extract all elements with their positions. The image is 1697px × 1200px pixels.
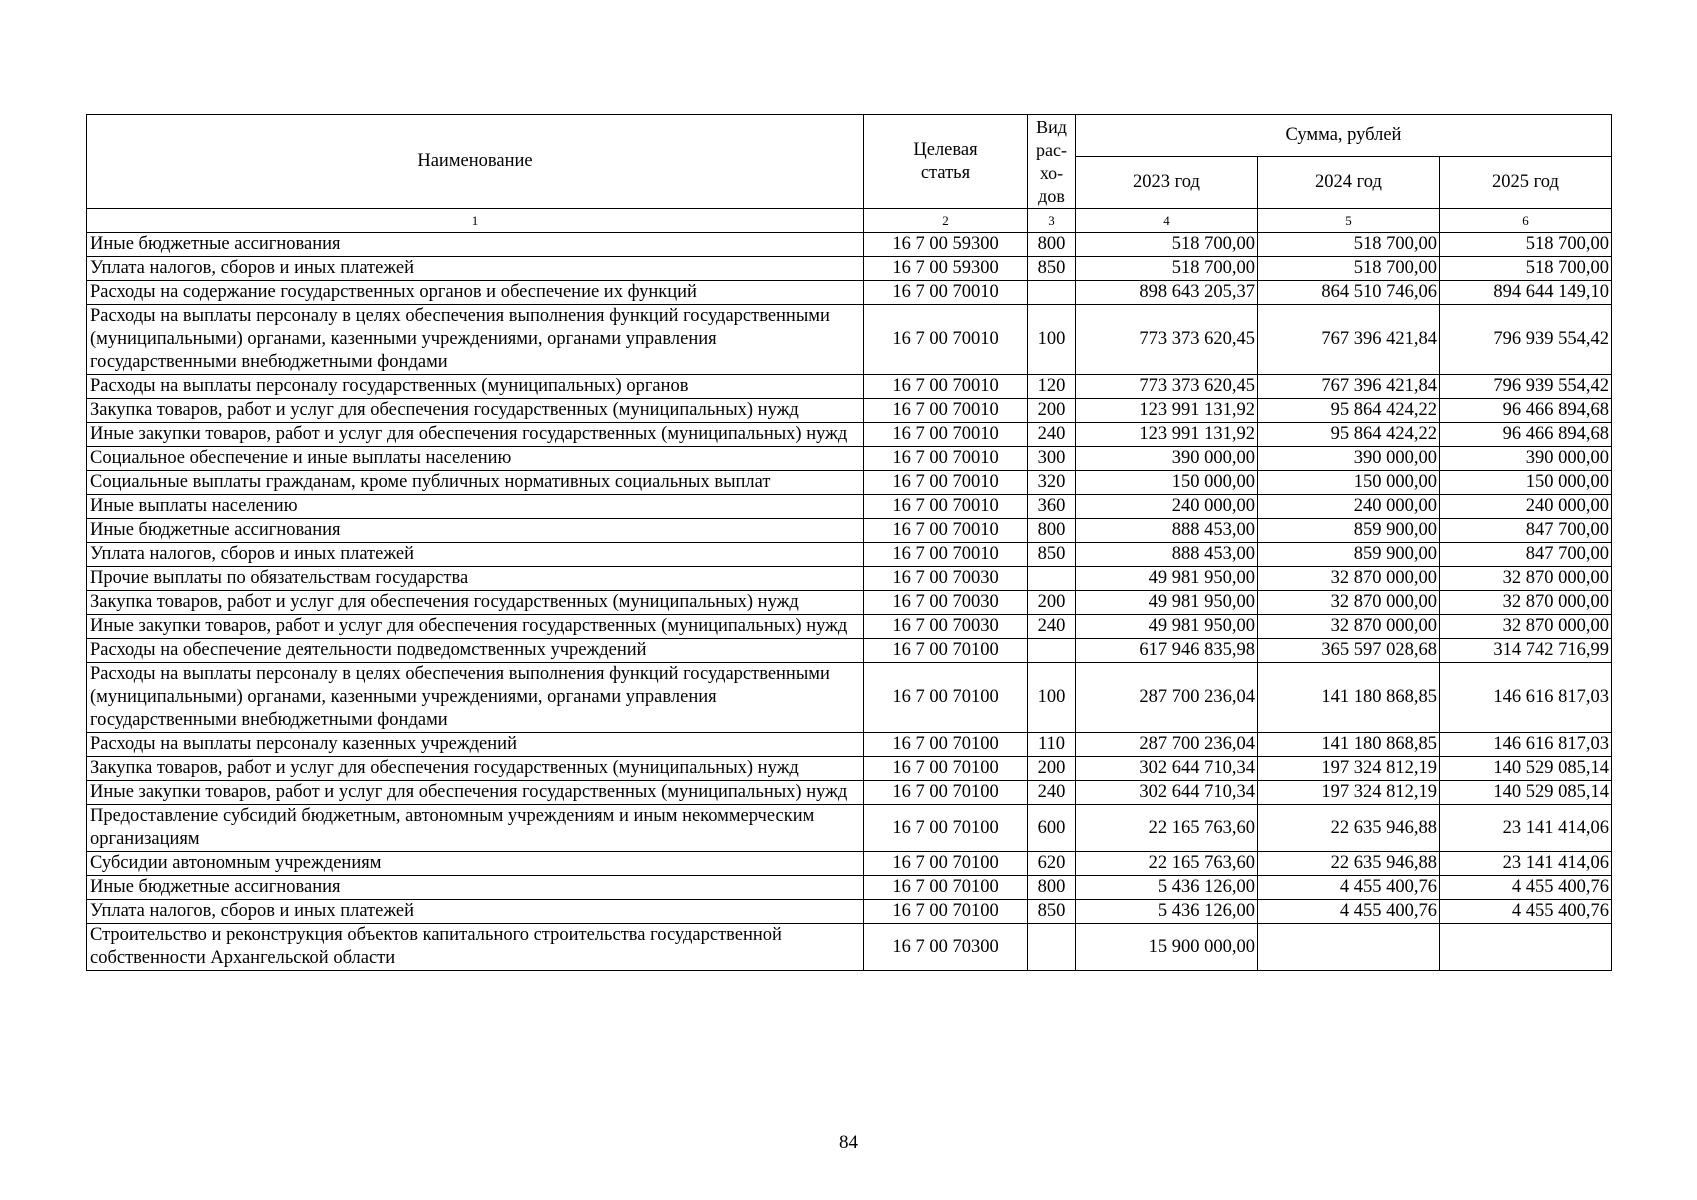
row-target-article-cell: 16 7 00 70010 xyxy=(864,543,1028,567)
table-row xyxy=(87,615,1612,639)
row-sum-2025-cell: 146 616 817,03 xyxy=(1440,733,1612,757)
row-sum-2025-cell: 518 700,00 xyxy=(1440,257,1612,281)
header-target-article xyxy=(864,115,1028,209)
row-sum-2023-cell: 123 991 131,92 xyxy=(1076,399,1258,423)
row-sum-2023-cell: 49 981 950,00 xyxy=(1076,591,1258,615)
row-target-article-cell: 16 7 00 70100 xyxy=(864,663,1028,733)
row-sum-2024-cell: 32 870 000,00 xyxy=(1258,567,1440,591)
row-sum-2023-cell: 390 000,00 xyxy=(1076,447,1258,471)
row-expense-type-cell: 600 xyxy=(1028,805,1076,852)
row-sum-2024-cell: 141 180 868,85 xyxy=(1258,733,1440,757)
row-target-article-cell: 16 7 00 70100 xyxy=(864,876,1028,900)
row-name-cell: Иные закупки товаров, работ и услуг для обеспечения государственных (муниципальных) нужд xyxy=(87,615,864,639)
row-sum-2024-cell: 32 870 000,00 xyxy=(1258,591,1440,615)
row-expense-type-cell xyxy=(1028,281,1076,305)
column-number: 6 xyxy=(1440,209,1612,233)
row-sum-2023-cell: 773 373 620,45 xyxy=(1076,305,1258,375)
row-sum-2024-cell: 22 635 946,88 xyxy=(1258,805,1440,852)
row-sum-2025-cell: 150 000,00 xyxy=(1440,471,1612,495)
table-row xyxy=(87,519,1612,543)
row-sum-2024-cell: 767 396 421,84 xyxy=(1258,375,1440,399)
table-row xyxy=(87,281,1612,305)
table-row xyxy=(87,639,1612,663)
row-name-cell: Расходы на выплаты персоналу казенных учреждений xyxy=(87,733,864,757)
row-name-cell: Уплата налогов, сборов и иных платежей xyxy=(87,257,864,281)
row-expense-type-cell xyxy=(1028,567,1076,591)
row-sum-2023-cell: 15 900 000,00 xyxy=(1076,924,1258,971)
row-expense-type-cell: 240 xyxy=(1028,423,1076,447)
row-target-article-cell: 16 7 00 59300 xyxy=(864,257,1028,281)
column-number-row xyxy=(87,209,1612,233)
row-sum-2024-cell: 4 455 400,76 xyxy=(1258,876,1440,900)
row-expense-type-cell: 800 xyxy=(1028,519,1076,543)
row-name-cell: Закупка товаров, работ и услуг для обеспечения государственных (муниципальных) нужд xyxy=(87,591,864,615)
budget-table xyxy=(86,114,1612,971)
row-sum-2024-cell: 864 510 746,06 xyxy=(1258,281,1440,305)
row-expense-type-cell: 200 xyxy=(1028,591,1076,615)
row-expense-type-cell: 620 xyxy=(1028,852,1076,876)
row-sum-2023-cell: 240 000,00 xyxy=(1076,495,1258,519)
table-body xyxy=(87,233,1612,971)
row-target-article-cell: 16 7 00 70100 xyxy=(864,852,1028,876)
row-expense-type-cell: 800 xyxy=(1028,233,1076,257)
row-sum-2023-cell: 123 991 131,92 xyxy=(1076,423,1258,447)
row-target-article-cell: 16 7 00 70010 xyxy=(864,495,1028,519)
table-row xyxy=(87,757,1612,781)
row-target-article-cell: 16 7 00 70100 xyxy=(864,781,1028,805)
row-expense-type-cell: 360 xyxy=(1028,495,1076,519)
header-year-2024: 2024 год xyxy=(1258,157,1440,209)
row-name-cell: Иные бюджетные ассигнования xyxy=(87,876,864,900)
row-sum-2024-cell: 32 870 000,00 xyxy=(1258,615,1440,639)
column-number: 2 xyxy=(864,209,1028,233)
row-target-article-cell: 16 7 00 70010 xyxy=(864,471,1028,495)
row-sum-2023-cell: 150 000,00 xyxy=(1076,471,1258,495)
row-target-article-cell: 16 7 00 70010 xyxy=(864,423,1028,447)
header-expense-type-text: Вид рас-хо-дов xyxy=(1036,116,1067,206)
row-sum-2025-cell: 314 742 716,99 xyxy=(1440,639,1612,663)
row-name-cell: Иные выплаты населению xyxy=(87,495,864,519)
row-expense-type-cell: 200 xyxy=(1028,757,1076,781)
row-sum-2023-cell: 287 700 236,04 xyxy=(1076,663,1258,733)
row-target-article-cell: 16 7 00 70100 xyxy=(864,757,1028,781)
row-expense-type-cell: 850 xyxy=(1028,543,1076,567)
table-row xyxy=(87,233,1612,257)
row-name-cell: Иные закупки товаров, работ и услуг для обеспечения государственных (муниципальных) нужд xyxy=(87,423,864,447)
row-sum-2024-cell: 390 000,00 xyxy=(1258,447,1440,471)
row-target-article-cell: 16 7 00 70300 xyxy=(864,924,1028,971)
row-sum-2023-cell: 22 165 763,60 xyxy=(1076,852,1258,876)
row-sum-2024-cell: 4 455 400,76 xyxy=(1258,900,1440,924)
row-target-article-cell: 16 7 00 70100 xyxy=(864,900,1028,924)
row-expense-type-cell: 850 xyxy=(1028,900,1076,924)
row-sum-2024-cell: 240 000,00 xyxy=(1258,495,1440,519)
row-target-article-cell: 16 7 00 70030 xyxy=(864,615,1028,639)
row-expense-type-cell: 100 xyxy=(1028,305,1076,375)
row-sum-2023-cell: 898 643 205,37 xyxy=(1076,281,1258,305)
row-expense-type-cell: 120 xyxy=(1028,375,1076,399)
table-row xyxy=(87,591,1612,615)
row-sum-2024-cell: 95 864 424,22 xyxy=(1258,399,1440,423)
row-sum-2024-cell: 859 900,00 xyxy=(1258,543,1440,567)
row-expense-type-cell: 800 xyxy=(1028,876,1076,900)
row-name-cell: Иные закупки товаров, работ и услуг для обеспечения государственных (муниципальных) нужд xyxy=(87,781,864,805)
row-target-article-cell: 16 7 00 70010 xyxy=(864,281,1028,305)
row-expense-type-cell: 300 xyxy=(1028,447,1076,471)
table-row xyxy=(87,805,1612,852)
table-row xyxy=(87,399,1612,423)
row-name-cell: Уплата налогов, сборов и иных платежей xyxy=(87,900,864,924)
row-sum-2024-cell: 150 000,00 xyxy=(1258,471,1440,495)
row-sum-2024-cell: 518 700,00 xyxy=(1258,257,1440,281)
row-name-cell: Иные бюджетные ассигнования xyxy=(87,519,864,543)
row-sum-2025-cell: 146 616 817,03 xyxy=(1440,663,1612,733)
table-row xyxy=(87,900,1612,924)
table-row xyxy=(87,567,1612,591)
table-row xyxy=(87,543,1612,567)
row-sum-2023-cell: 302 644 710,34 xyxy=(1076,757,1258,781)
row-sum-2024-cell: 95 864 424,22 xyxy=(1258,423,1440,447)
page-number: 84 xyxy=(839,1132,858,1153)
row-name-cell: Социальные выплаты гражданам, кроме публичных нормативных социальных выплат xyxy=(87,471,864,495)
row-sum-2023-cell: 888 453,00 xyxy=(1076,543,1258,567)
row-sum-2025-cell: 32 870 000,00 xyxy=(1440,567,1612,591)
row-sum-2025-cell: 847 700,00 xyxy=(1440,519,1612,543)
row-sum-2025-cell: 96 466 894,68 xyxy=(1440,399,1612,423)
table-row xyxy=(87,876,1612,900)
row-name-cell: Субсидии автономным учреждениям xyxy=(87,852,864,876)
row-target-article-cell: 16 7 00 70010 xyxy=(864,305,1028,375)
row-sum-2025-cell: 140 529 085,14 xyxy=(1440,781,1612,805)
row-sum-2023-cell: 22 165 763,60 xyxy=(1076,805,1258,852)
row-expense-type-cell: 320 xyxy=(1028,471,1076,495)
row-sum-2024-cell: 767 396 421,84 xyxy=(1258,305,1440,375)
row-sum-2023-cell: 617 946 835,98 xyxy=(1076,639,1258,663)
row-name-cell: Предоставление субсидий бюджетным, автономным учреждениям и иным некоммерческим организациям xyxy=(87,805,864,852)
row-name-cell: Прочие выплаты по обязательствам государства xyxy=(87,567,864,591)
row-target-article-cell: 16 7 00 59300 xyxy=(864,233,1028,257)
row-sum-2025-cell: 796 939 554,42 xyxy=(1440,375,1612,399)
column-number: 5 xyxy=(1258,209,1440,233)
row-sum-2025-cell: 894 644 149,10 xyxy=(1440,281,1612,305)
row-expense-type-cell: 200 xyxy=(1028,399,1076,423)
row-sum-2025-cell: 32 870 000,00 xyxy=(1440,615,1612,639)
row-sum-2025-cell xyxy=(1440,924,1612,971)
row-sum-2025-cell: 847 700,00 xyxy=(1440,543,1612,567)
row-sum-2025-cell: 23 141 414,06 xyxy=(1440,852,1612,876)
table-row xyxy=(87,781,1612,805)
row-sum-2025-cell: 796 939 554,42 xyxy=(1440,305,1612,375)
row-expense-type-cell: 850 xyxy=(1028,257,1076,281)
row-sum-2025-cell: 240 000,00 xyxy=(1440,495,1612,519)
row-sum-2025-cell: 390 000,00 xyxy=(1440,447,1612,471)
row-expense-type-cell xyxy=(1028,924,1076,971)
row-target-article-cell: 16 7 00 70030 xyxy=(864,591,1028,615)
column-number: 4 xyxy=(1076,209,1258,233)
row-sum-2025-cell: 96 466 894,68 xyxy=(1440,423,1612,447)
row-target-article-cell: 16 7 00 70100 xyxy=(864,733,1028,757)
header-sum-group: Сумма, рублей xyxy=(1076,115,1612,157)
table-row xyxy=(87,447,1612,471)
table-row xyxy=(87,663,1612,733)
row-sum-2023-cell: 518 700,00 xyxy=(1076,233,1258,257)
row-name-cell: Иные бюджетные ассигнования xyxy=(87,233,864,257)
row-sum-2023-cell: 49 981 950,00 xyxy=(1076,567,1258,591)
table-row xyxy=(87,924,1612,971)
row-name-cell: Закупка товаров, работ и услуг для обеспечения государственных (муниципальных) нужд xyxy=(87,757,864,781)
row-sum-2024-cell: 197 324 812,19 xyxy=(1258,757,1440,781)
row-expense-type-cell: 100 xyxy=(1028,663,1076,733)
row-sum-2023-cell: 5 436 126,00 xyxy=(1076,876,1258,900)
row-sum-2025-cell: 4 455 400,76 xyxy=(1440,900,1612,924)
header-expense-type xyxy=(1028,115,1076,209)
table-row xyxy=(87,423,1612,447)
row-sum-2023-cell: 518 700,00 xyxy=(1076,257,1258,281)
row-target-article-cell: 16 7 00 70010 xyxy=(864,375,1028,399)
row-name-cell: Расходы на выплаты персоналу государственных (муниципальных) органов xyxy=(87,375,864,399)
row-name-cell: Расходы на обеспечение деятельности подведомственных учреждений xyxy=(87,639,864,663)
row-name-cell: Расходы на содержание государственных органов и обеспечение их функций xyxy=(87,281,864,305)
table-row xyxy=(87,257,1612,281)
row-name-cell: Расходы на выплаты персоналу в целях обеспечения выполнения функций государственными (муниципальными) органами, казенными учреждениями, органами управления государственными внебюджетными фондами xyxy=(87,305,864,375)
row-expense-type-cell: 110 xyxy=(1028,733,1076,757)
row-name-cell: Строительство и реконструкция объектов капитального строительства государственной собственности Архангельской области xyxy=(87,924,864,971)
row-sum-2025-cell: 23 141 414,06 xyxy=(1440,805,1612,852)
row-sum-2023-cell: 773 373 620,45 xyxy=(1076,375,1258,399)
row-name-cell: Закупка товаров, работ и услуг для обеспечения государственных (муниципальных) нужд xyxy=(87,399,864,423)
row-name-cell: Уплата налогов, сборов и иных платежей xyxy=(87,543,864,567)
table-header xyxy=(87,115,1612,233)
row-expense-type-cell: 240 xyxy=(1028,615,1076,639)
table-row xyxy=(87,852,1612,876)
row-sum-2023-cell: 302 644 710,34 xyxy=(1076,781,1258,805)
table-row xyxy=(87,375,1612,399)
row-sum-2025-cell: 32 870 000,00 xyxy=(1440,591,1612,615)
column-number: 1 xyxy=(87,209,864,233)
column-number: 3 xyxy=(1028,209,1076,233)
row-sum-2025-cell: 518 700,00 xyxy=(1440,233,1612,257)
row-sum-2023-cell: 5 436 126,00 xyxy=(1076,900,1258,924)
row-name-cell: Социальное обеспечение и иные выплаты населению xyxy=(87,447,864,471)
table-row xyxy=(87,733,1612,757)
row-sum-2024-cell: 365 597 028,68 xyxy=(1258,639,1440,663)
header-name: Наименование xyxy=(87,115,864,209)
row-expense-type-cell xyxy=(1028,639,1076,663)
table-row xyxy=(87,495,1612,519)
row-target-article-cell: 16 7 00 70010 xyxy=(864,519,1028,543)
row-target-article-cell: 16 7 00 70100 xyxy=(864,805,1028,852)
row-target-article-cell: 16 7 00 70100 xyxy=(864,639,1028,663)
table-row xyxy=(87,471,1612,495)
row-name-cell: Расходы на выплаты персоналу в целях обеспечения выполнения функций государственными (муниципальными) органами, казенными учреждениями, органами управления государственными внебюджетными фондами xyxy=(87,663,864,733)
row-sum-2024-cell: 141 180 868,85 xyxy=(1258,663,1440,733)
row-sum-2025-cell: 140 529 085,14 xyxy=(1440,757,1612,781)
row-target-article-cell: 16 7 00 70010 xyxy=(864,399,1028,423)
row-expense-type-cell: 240 xyxy=(1028,781,1076,805)
row-sum-2024-cell: 859 900,00 xyxy=(1258,519,1440,543)
row-sum-2023-cell: 888 453,00 xyxy=(1076,519,1258,543)
row-sum-2025-cell: 4 455 400,76 xyxy=(1440,876,1612,900)
row-sum-2024-cell xyxy=(1258,924,1440,971)
table-row xyxy=(87,305,1612,375)
row-target-article-cell: 16 7 00 70030 xyxy=(864,567,1028,591)
header-target-article-text: Целевая статья xyxy=(913,139,978,183)
row-sum-2023-cell: 49 981 950,00 xyxy=(1076,615,1258,639)
header-year-2023: 2023 год xyxy=(1076,157,1258,209)
row-sum-2024-cell: 197 324 812,19 xyxy=(1258,781,1440,805)
row-sum-2024-cell: 518 700,00 xyxy=(1258,233,1440,257)
header-year-2025: 2025 год xyxy=(1440,157,1612,209)
row-sum-2024-cell: 22 635 946,88 xyxy=(1258,852,1440,876)
row-sum-2023-cell: 287 700 236,04 xyxy=(1076,733,1258,757)
row-target-article-cell: 16 7 00 70010 xyxy=(864,447,1028,471)
